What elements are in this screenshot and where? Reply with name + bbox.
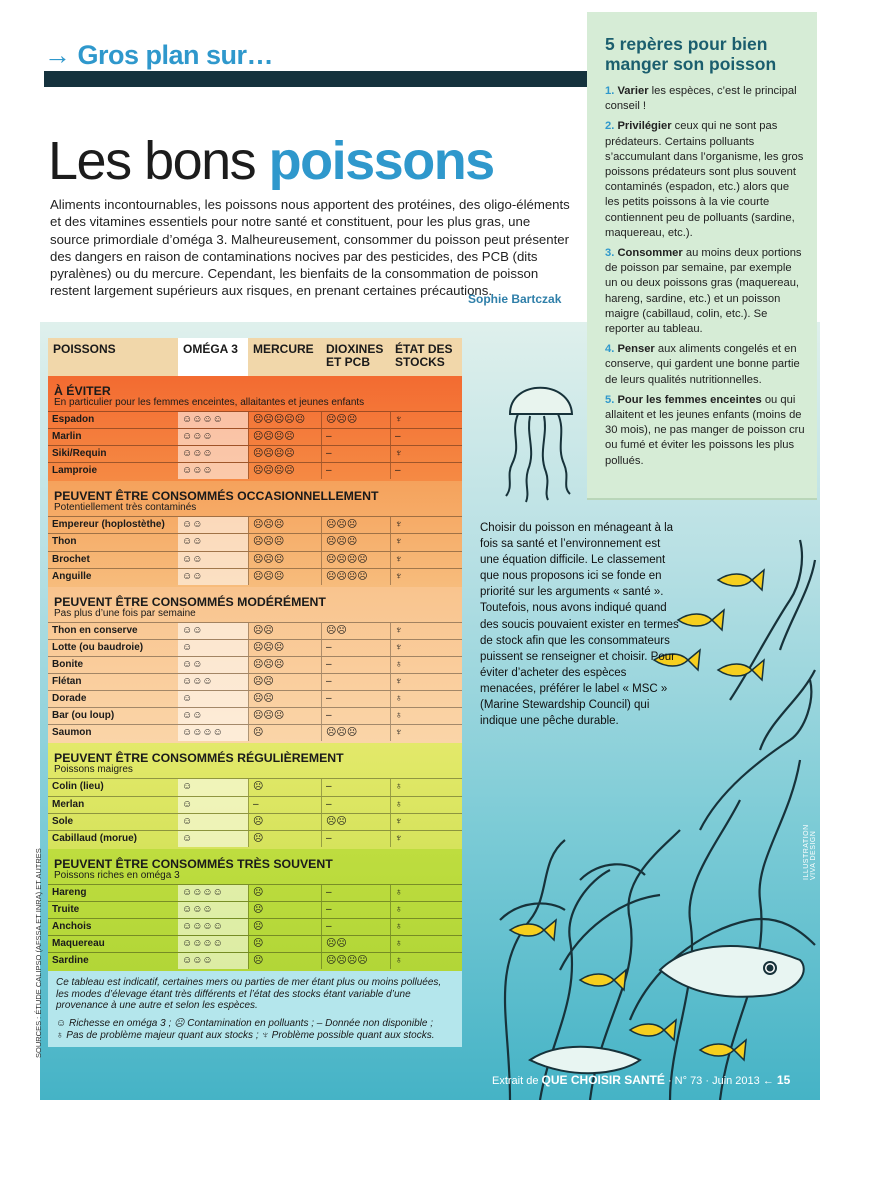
omega3-cell: ☺	[178, 831, 248, 847]
mercury-cell: –	[248, 797, 321, 813]
table-row	[48, 952, 462, 969]
tip-number: 2.	[605, 120, 615, 133]
fish-name: Bar (ou loup)	[52, 710, 115, 722]
mercury-cell: ☹☹☹☹	[248, 463, 321, 479]
omega3-cell: ☺☺☺☺	[178, 725, 248, 741]
table-row	[48, 935, 462, 952]
stock-cell: ♆	[390, 814, 462, 830]
illustration-credit: ILLUSTRATION VIVA DESIGN	[803, 824, 817, 880]
table-note: Ce tableau est indicatif, certaines mers ou parties de mer étant plus ou moins polluées, les modes d’élevage étant très différents et l’état des stocks étant variable d’une provenance à une autre et selon les espèces.	[56, 977, 442, 1012]
dioxin-cell: ☹☹	[321, 936, 390, 952]
stock-cell: ♁	[390, 885, 462, 901]
mercury-cell: ☹☹	[248, 623, 321, 639]
mercury-cell: ☹	[248, 814, 321, 830]
table-row	[48, 690, 462, 707]
tip-item	[605, 393, 805, 469]
section-title: PEUVENT ÊTRE CONSOMMÉS OCCASIONNELLEMENT	[54, 489, 379, 504]
mercury-cell: ☹☹☹☹	[248, 429, 321, 445]
tips-title: 5 repères pour bien manger son poisson	[605, 34, 777, 74]
table-section	[48, 376, 462, 481]
stock-cell: ♁	[390, 691, 462, 707]
section-kicker: → Gros plan sur…	[44, 40, 274, 70]
section-title: PEUVENT ÊTRE CONSOMMÉS TRÈS SOUVENT	[54, 856, 333, 871]
stock-cell: ♆	[390, 725, 462, 741]
mercury-cell: ☹☹☹	[248, 708, 321, 724]
mercury-cell: ☹	[248, 831, 321, 847]
omega3-cell: ☺	[178, 797, 248, 813]
table-row	[48, 724, 462, 741]
fish-name: Espadon	[52, 414, 95, 425]
dioxin-cell: ☹☹☹	[321, 725, 390, 741]
mercury-cell: ☹☹	[248, 674, 321, 690]
stock-cell: ♆	[390, 517, 462, 533]
omega3-cell: ☺☺	[178, 708, 248, 724]
table-row	[48, 428, 462, 445]
mercury-cell: ☹	[248, 953, 321, 969]
omega3-cell: ☺☺	[178, 552, 248, 568]
tip-text: au moins deux portions de poisson par semaine, par exemple un ou deux poissons gras (maquereau, hareng, sardine, etc.) et un poisson maigre (cabillaud, colin, etc.). Se reporter au tableau.	[605, 247, 802, 336]
omega3-cell: ☺☺☺☺	[178, 885, 248, 901]
stock-cell: ♁	[390, 953, 462, 969]
page-footer	[492, 1073, 790, 1087]
fish-name: Dorade	[52, 693, 87, 705]
col-header-stocks: ÉTAT DES STOCKS	[395, 342, 453, 369]
fish-name: Marlin	[52, 431, 82, 443]
omega3-cell: ☺☺☺☺	[178, 412, 248, 428]
dioxin-cell: ☹☹☹	[321, 517, 390, 533]
fish-name: Thon en conserve	[52, 624, 138, 636]
omega3-cell: ☺☺☺	[178, 674, 248, 690]
omega3-cell: ☺☺☺	[178, 953, 248, 969]
table-section	[48, 849, 462, 971]
table-row	[48, 707, 462, 724]
author-name: Sophie Bartczak	[468, 292, 562, 306]
mercury-cell: ☹	[248, 885, 321, 901]
section-subtitle: En particulier pour les femmes enceintes, allaitantes et jeunes enfants	[54, 397, 365, 408]
omega3-cell: ☺	[178, 779, 248, 795]
tip-number: 5.	[605, 393, 615, 406]
omega3-cell: ☺☺	[178, 569, 248, 585]
dioxin-cell: ☹☹☹☹	[321, 569, 390, 585]
omega3-cell: ☺☺	[178, 534, 248, 550]
tip-keyword: Privilégier	[617, 120, 672, 133]
fish-name: Truite	[52, 903, 80, 915]
stock-cell: –	[390, 429, 462, 445]
fish-name: Sole	[52, 815, 74, 827]
col-header-dioxines: DIOXINES ET PCB	[326, 342, 384, 369]
fish-name: Lamproie	[52, 465, 98, 477]
omega3-cell: ☺☺	[178, 623, 248, 639]
tip-item	[605, 342, 805, 388]
mercury-cell: ☹☹☹	[248, 640, 321, 656]
dioxin-cell: –	[321, 831, 390, 847]
stock-cell: ♆	[390, 831, 462, 847]
fish-name: Merlan	[52, 798, 85, 810]
fish-name: Flétan	[52, 676, 82, 688]
col-header-poissons: POISSONS	[53, 342, 116, 356]
table-row	[48, 656, 462, 673]
stock-cell: ♆	[390, 569, 462, 585]
stock-cell: ♆	[390, 623, 462, 639]
fish-name: Bonite	[52, 658, 84, 670]
tip-item	[605, 246, 805, 337]
omega3-cell: ☺☺☺☺	[178, 936, 248, 952]
stock-cell: ♆	[390, 412, 462, 428]
table-header-row	[48, 338, 462, 376]
table-row	[48, 796, 462, 813]
table-section	[48, 743, 462, 848]
tip-keyword: Pour les femmes enceintes	[617, 393, 762, 406]
tip-item	[605, 84, 805, 114]
dioxin-cell: –	[321, 640, 390, 656]
fish-name: Siki/Requin	[52, 448, 107, 460]
omega3-cell: ☺☺☺☺	[178, 919, 248, 935]
mercury-cell: ☹☹☹	[248, 657, 321, 673]
dioxin-cell: –	[321, 779, 390, 795]
stock-cell: ♁	[390, 657, 462, 673]
tip-keyword: Consommer	[617, 247, 683, 260]
table-row	[48, 622, 462, 639]
fish-name: Empereur (hoplostèthe)	[52, 519, 165, 531]
mercury-cell: ☹	[248, 902, 321, 918]
dioxin-cell: –	[321, 708, 390, 724]
page-title	[48, 130, 494, 192]
omega3-cell: ☺	[178, 691, 248, 707]
dioxin-cell: ☹☹	[321, 814, 390, 830]
fish-name: Sardine	[52, 955, 89, 967]
dioxin-cell: ☹☹☹☹	[321, 552, 390, 568]
table-row	[48, 918, 462, 935]
table-row	[48, 568, 462, 585]
table-row	[48, 639, 462, 656]
omega3-cell: ☺	[178, 814, 248, 830]
fish-name: Saumon	[52, 727, 92, 739]
tip-text: ceux qui ne sont pas prédateurs. Certains polluants s’accumulant dans l’organisme, les gros poissons prédateurs sont plus souvent contaminés (espadon, etc.) alors que les petits poissons à la vie courte contiennent peu de polluants (sardine, maquereau, etc.).	[605, 120, 804, 239]
mercury-cell: ☹☹☹	[248, 534, 321, 550]
col-header-mercure: MERCURE	[253, 342, 314, 356]
tip-text: aux aliments congelés et en conserve, qui gardent une bonne partie de leurs qualités nutritionnelles.	[605, 343, 800, 386]
table-body	[48, 376, 462, 971]
section-subtitle: Potentiellement très contaminés	[54, 502, 197, 514]
table-row	[48, 533, 462, 550]
stock-cell: ♁	[390, 902, 462, 918]
fish-group-lower-illustration	[500, 910, 760, 1070]
tip-text: les espèces, c’est le principal conseil !	[605, 85, 797, 113]
stock-cell: ♆	[390, 552, 462, 568]
omega3-cell: ☺☺☺	[178, 463, 248, 479]
table-row	[48, 411, 462, 428]
footer-issue: · N° 73 · Juin 2013 ←	[664, 1075, 777, 1087]
stock-cell: ♁	[390, 936, 462, 952]
environment-paragraph: Choisir du poisson en ménageant à la fois sa santé et l’environnement est une équation difficile. Le classement que nous proposons ici se fonde en priorité sur les arguments « santé ». Toutefois, nous avons indiqué quand des soucis pouvaient exister en termes de stock afin que les consommateurs puissent se renseigner et choisir. Pour éviter d’acheter des espèces menacées, préférer le label « MSC » (Marine Stewardship Council) qui indique une pêche durable.	[480, 522, 679, 728]
dioxin-cell: –	[321, 797, 390, 813]
intro-paragraph: Aliments incontournables, les poissons nous apportent des protéines, des oligo-éléments et des vitamines essentiels pour notre santé et constituent, pour les plus gras, une source primordiale d’oméga 3. Malheureusement, consommer du poisson peut présenter des dangers en raison de contaminations nocives par des pesticides, des PCB (dits pyralènes) ou du mercure. Cependant, les bienfaits de la consommation de poisson restent largement supérieurs aux risques, en prenant certaines précautions.	[50, 197, 570, 299]
fish-name: Hareng	[52, 886, 87, 898]
stock-cell: ♁	[390, 797, 462, 813]
mercury-cell: ☹☹☹	[248, 517, 321, 533]
dioxin-cell: –	[321, 902, 390, 918]
footer-magazine: QUE CHOISIR SANTÉ	[541, 1073, 665, 1087]
fish-name: Anguille	[52, 570, 92, 582]
stock-cell: ♆	[390, 534, 462, 550]
section-subtitle: Pas plus d’une fois par semaine	[54, 607, 196, 619]
stock-cell: ♁	[390, 708, 462, 724]
stock-cell: –	[390, 463, 462, 479]
tip-number: 4.	[605, 343, 615, 356]
dioxin-cell: –	[321, 691, 390, 707]
kicker-divider	[44, 71, 600, 87]
fish-name: Lotte (ou baudroie)	[52, 641, 144, 653]
fish-name: Anchois	[52, 920, 92, 932]
dioxin-cell: ☹☹☹☹	[321, 953, 390, 969]
table-row	[48, 813, 462, 830]
dioxin-cell: –	[321, 463, 390, 479]
table-row	[48, 884, 462, 901]
stock-cell: ♁	[390, 779, 462, 795]
title-plain: Les bons	[48, 131, 269, 191]
tip-number: 1.	[605, 85, 615, 97]
dioxin-cell: –	[321, 885, 390, 901]
table-row	[48, 445, 462, 462]
section-title: PEUVENT ÊTRE CONSOMMÉS RÉGULIÈREMENT	[54, 751, 344, 766]
section-title: À ÉVITER	[54, 384, 111, 398]
omega3-cell: ☺☺☺	[178, 902, 248, 918]
tip-keyword: Varier	[617, 85, 649, 97]
table-section	[48, 481, 462, 586]
mercury-cell: ☹☹☹☹	[248, 446, 321, 462]
tip-text: ou qui allaitent et les jeunes enfants (moins de 30 mois), ne pas manger de poisson cru ou fumé et éviter les poissons les plus pollués.	[605, 393, 805, 467]
footer-page-number: 15	[776, 1073, 791, 1087]
section-title: PEUVENT ÊTRE CONSOMMÉS MODÉRÉMENT	[54, 594, 326, 609]
stock-cell: ♆	[390, 446, 462, 462]
table-row	[48, 778, 462, 795]
omega3-cell: ☺☺☺	[178, 446, 248, 462]
legend-symbols-1: ☺ Richesse en oméga 3 ; ☹ Contamination en polluants ; – Donnée non disponible ;	[56, 1018, 433, 1030]
mercury-cell: ☹☹☹	[248, 569, 321, 585]
table-legend	[48, 971, 462, 1047]
dioxin-cell: –	[321, 429, 390, 445]
tip-keyword: Penser	[617, 343, 655, 356]
table-section	[48, 587, 462, 744]
mercury-cell: ☹	[248, 919, 321, 935]
omega3-cell: ☺☺	[178, 517, 248, 533]
dioxin-cell: –	[321, 919, 390, 935]
mercury-cell: ☹☹☹	[248, 552, 321, 568]
fish-name: Thon	[52, 536, 77, 548]
footer-prefix: Extrait de	[492, 1075, 542, 1087]
tip-item	[605, 119, 805, 241]
fish-table	[48, 338, 462, 1047]
fish-name: Cabillaud (morue)	[52, 832, 138, 844]
table-row	[48, 516, 462, 533]
section-subtitle: Poissons riches en oméga 3	[54, 869, 180, 881]
tip-number: 3.	[605, 247, 615, 260]
stock-cell: ♆	[390, 640, 462, 656]
mercury-cell: ☹	[248, 725, 321, 741]
sources-credit: SOURCES : ÉTUDE CALIPSO (AFSSA ET INRA) ET AUTRES	[34, 848, 43, 1058]
mercury-cell: ☹	[248, 779, 321, 795]
table-row	[48, 462, 462, 479]
legend-symbols-2: ♁ Pas de problème majeur quant aux stocks ; ♆ Problème possible quant aux stocks.	[56, 1029, 435, 1041]
dioxin-cell: ☹☹☹	[321, 412, 390, 428]
fish-name: Colin (lieu)	[52, 781, 104, 793]
dioxin-cell: –	[321, 446, 390, 462]
omega3-cell: ☺☺	[178, 657, 248, 673]
omega3-cell: ☺☺☺	[178, 429, 248, 445]
mercury-cell: ☹☹	[248, 691, 321, 707]
col-header-omega3: OMÉGA 3	[178, 338, 248, 376]
dioxin-cell: ☹☹☹	[321, 534, 390, 550]
dioxin-cell: ☹☹	[321, 623, 390, 639]
dioxin-cell: –	[321, 657, 390, 673]
section-subtitle: Poissons maigres	[54, 764, 133, 776]
title-highlight: poissons	[268, 131, 494, 191]
mercury-cell: ☹☹☹☹☹	[248, 412, 321, 428]
jellyfish-illustration	[500, 374, 580, 504]
dioxin-cell: –	[321, 674, 390, 690]
fish-name: Maquereau	[52, 938, 105, 950]
table-row	[48, 673, 462, 690]
table-row	[48, 551, 462, 568]
fish-name: Brochet	[52, 553, 90, 565]
omega3-cell: ☺	[178, 640, 248, 656]
stock-cell: ♆	[390, 674, 462, 690]
table-row	[48, 901, 462, 918]
tips-box	[587, 12, 817, 500]
stock-cell: ♁	[390, 919, 462, 935]
mercury-cell: ☹	[248, 936, 321, 952]
table-row	[48, 830, 462, 847]
